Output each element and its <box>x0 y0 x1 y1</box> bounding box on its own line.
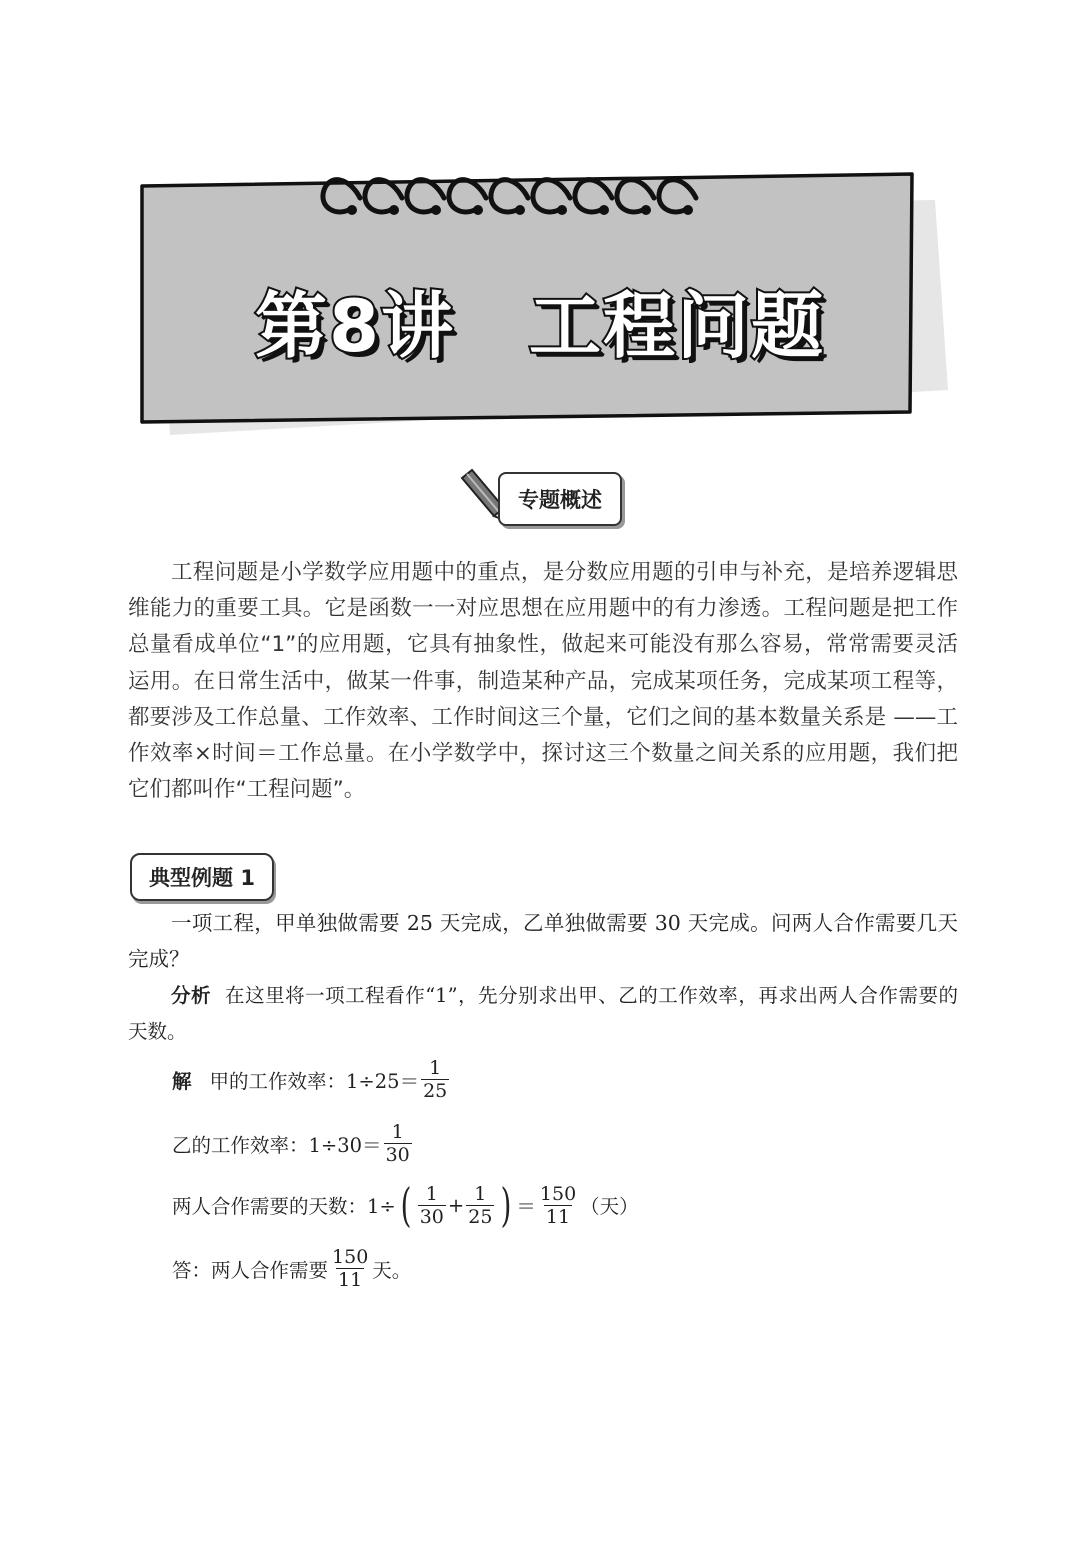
step3-text: 两人合作需要的天数：1÷ <box>172 1195 396 1218</box>
fraction-numerator: 1 <box>429 1057 442 1079</box>
solution-step-2 <box>172 1121 414 1166</box>
analysis-label: 分析 <box>171 984 212 1007</box>
solution-step-3 <box>172 1178 639 1232</box>
chapter-banner <box>120 140 960 450</box>
answer-line <box>172 1246 411 1291</box>
section-tag <box>458 468 628 530</box>
plus-sign: + <box>447 1193 465 1217</box>
fraction-numerator: 1 <box>474 1182 487 1205</box>
solution-step-1 <box>172 1057 451 1102</box>
fraction-denominator: 30 <box>385 1144 410 1166</box>
fraction-denominator: 25 <box>468 1205 493 1228</box>
answer-suffix: 天。 <box>372 1258 412 1282</box>
fraction <box>384 1121 412 1166</box>
analysis-text: 在这里将一项工程看作“1”，先分别求出甲、乙的工作效率，再求出两人合作需要的天数。 <box>128 984 958 1043</box>
left-paren: ( <box>400 1178 412 1232</box>
analysis-paragraph <box>128 978 958 1050</box>
chapter-title: 第8讲 工程问题 <box>254 284 826 368</box>
fraction-denominator: 11 <box>338 1269 363 1291</box>
fraction <box>418 1183 446 1228</box>
fraction-denominator: 30 <box>419 1205 444 1228</box>
fraction-numerator: 150 <box>539 1182 577 1205</box>
section-tag-label: 专题概述 <box>498 472 622 526</box>
fraction <box>538 1183 578 1228</box>
example-label: 典型例题 1 <box>130 853 274 901</box>
equals-sign: ＝ <box>516 1195 536 1218</box>
right-paren: ) <box>501 1178 512 1232</box>
solution-label: 解 <box>172 1069 192 1093</box>
answer-prefix: 答：两人合作需要 <box>172 1258 329 1282</box>
step1-text: 甲的工作效率：1÷25＝ <box>209 1069 420 1093</box>
step2-text: 乙的工作效率：1÷30＝ <box>172 1133 382 1157</box>
fraction <box>421 1057 449 1102</box>
overview-paragraph: 工程问题是小学数学应用题中的重点，是分数应用题的引申与补充，是培养逻辑思维能力的重要工具。它是函数一一对应思想在应用题中的有力渗透。工程问题是把工作总量看成单位“1”的应用题，它具有抽象性，做起来可能没有那么容易，常常需要灵活运用。在日常生活中，做某一件事，制造某种产品，完成某项任务，完成某项工程等，都要涉及工作总量、工作效率、工作时间这三个量，它们之间的基本数量关系是 ——工作效率×时间＝工作总量。在小学数学中，探讨这三个数量之间关系的应用题，我们把它们都叫作“工程问题”。 <box>128 560 958 803</box>
fraction <box>466 1183 494 1228</box>
unit-text: （天） <box>580 1195 639 1218</box>
fraction-numerator: 1 <box>391 1121 404 1143</box>
fraction-numerator: 1 <box>425 1182 438 1205</box>
fraction-denominator: 11 <box>545 1205 571 1228</box>
fraction <box>330 1246 370 1291</box>
fraction-numerator: 150 <box>332 1246 369 1268</box>
problem-text: 一项工程，甲单独做需要 25 天完成，乙单独做需要 30 天完成。问两人合作需要几天完成？ <box>128 911 958 971</box>
fraction-denominator: 25 <box>423 1080 448 1102</box>
